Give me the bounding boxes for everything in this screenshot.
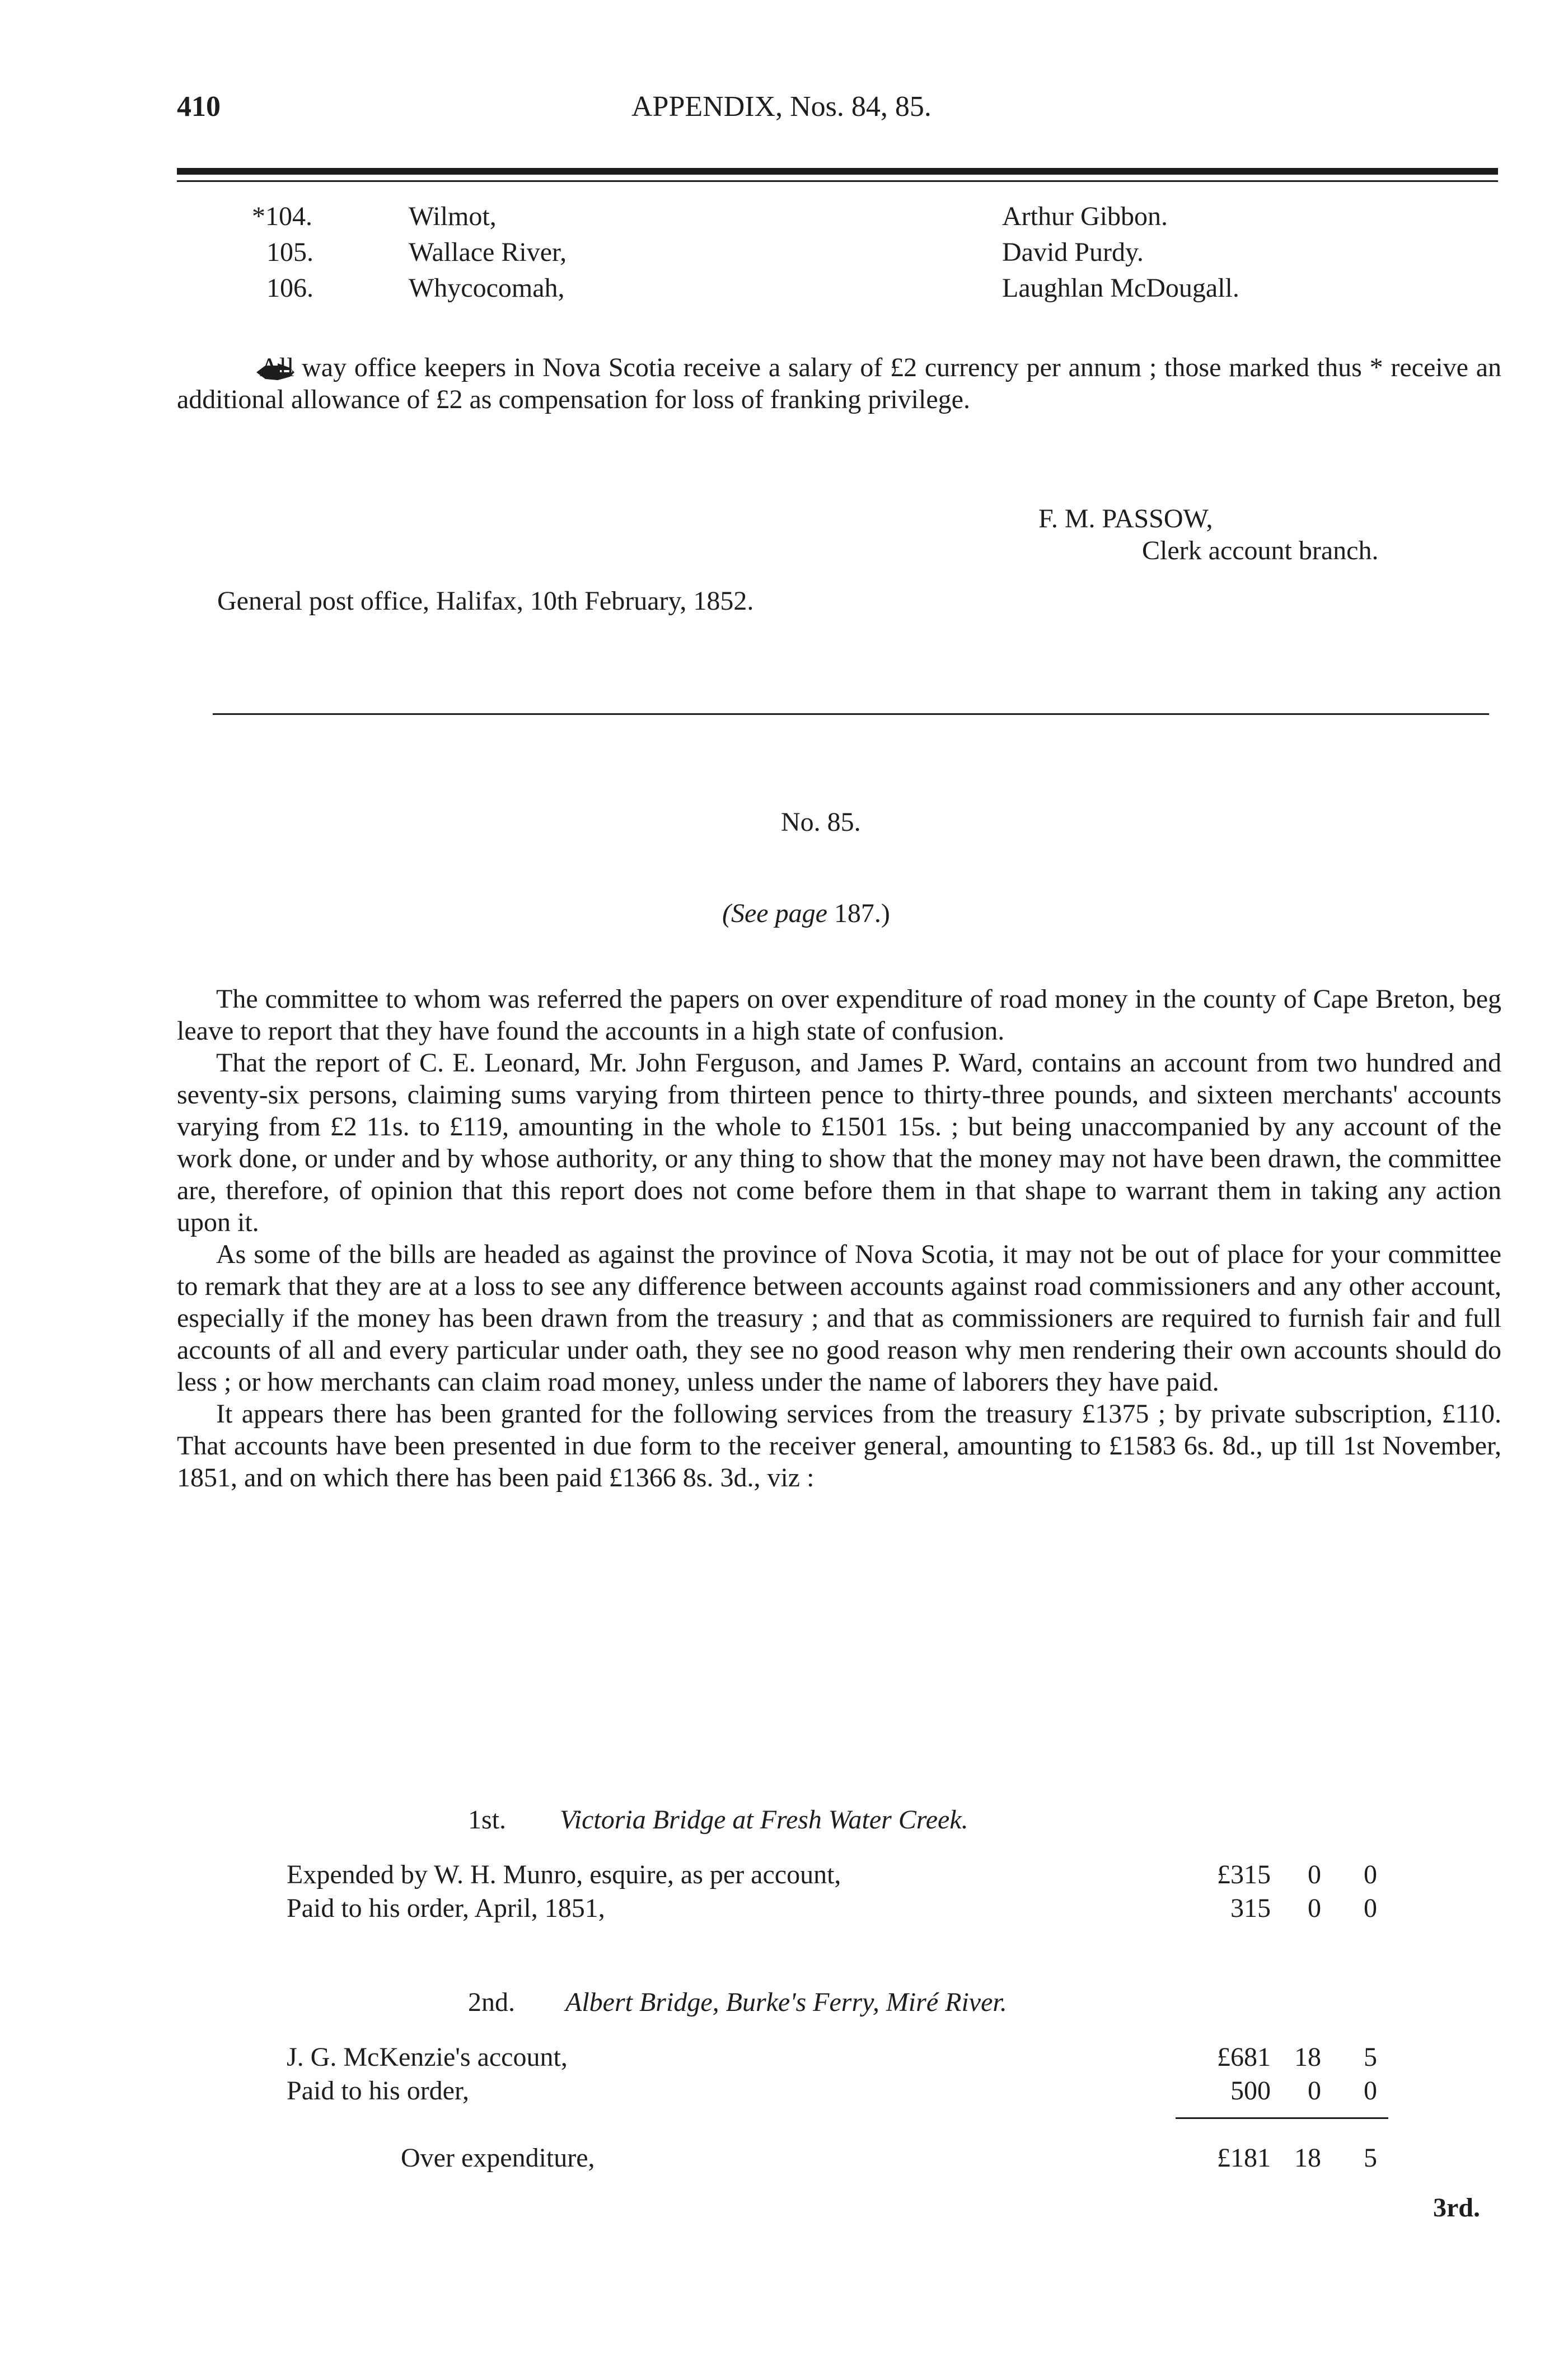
- amount-pounds: £181: [1217, 2143, 1271, 2173]
- amount-pence: 0: [1364, 1893, 1377, 1923]
- running-title: APPENDIX, Nos. 84, 85.: [631, 91, 932, 123]
- amount-shillings: 18: [1294, 2042, 1321, 2072]
- pointing-hand-icon: [216, 359, 256, 381]
- amount-pounds: 315: [1230, 1893, 1271, 1923]
- amount-pence: 0: [1364, 2076, 1377, 2106]
- office-number: 106.: [266, 273, 313, 303]
- section-heading: No. 85.: [781, 807, 861, 837]
- account-line-label: Paid to his order,: [287, 2076, 470, 2106]
- amount-shillings: 0: [1308, 1893, 1321, 1923]
- amount-pence: 0: [1364, 1860, 1377, 1889]
- see-page-number: 187.): [834, 899, 890, 928]
- see-page-reference: [722, 897, 890, 930]
- office-number: 105.: [266, 237, 313, 267]
- account-line-label: Paid to his order, April, 1851,: [287, 1893, 605, 1923]
- account-title: Victoria Bridge at Fresh Water Creek.: [560, 1805, 968, 1835]
- amount-pence: 5: [1364, 2143, 1377, 2173]
- account-line-label: J. G. McKenzie's account,: [287, 2042, 568, 2072]
- account-ordinal: 1st.: [468, 1805, 507, 1835]
- office-place: Wallace River,: [409, 237, 567, 267]
- amount-shillings: 0: [1308, 2076, 1321, 2106]
- paragraph: That the report of C. E. Leonard, Mr. John Ferguson, and James P. Ward, contains an account from two hundred and seventy-six persons, claiming sums varying from thirteen pence to thirty-three pounds, and sixteen merchants' accounts varying from £2 11s. to £119, amounting in the whole to £1501 15s. ; but being unaccompanied by any account of the work done, or under and by whose authority, or any thing to show that the money may not have been drawn, the committee are, therefore, of opinion that this report does not come before them in that shape to warrant them in taking any action upon it.: [177, 1048, 1501, 1237]
- amount-pounds: 500: [1230, 2076, 1271, 2106]
- dateline: General post office, Halifax, 10th February, 1852.: [217, 586, 754, 616]
- amount-pounds: £315: [1217, 1860, 1271, 1889]
- see-page-prefix: (See page: [722, 899, 827, 928]
- note-text: All way office keepers in Nova Scotia receive a salary of £2 currency per annum ; those marked thus * receive an additional allowance of £2 as compensation for loss of franking privilege.: [177, 353, 1501, 414]
- paragraph: As some of the bills are headed as against the province of Nova Scotia, it may not be out of place for your committee to remark that they are at a loss to see any difference between accounts against road commissioners and any other account, especially if the money has been drawn from the treasury ; and that as commissioners are required to furnish fair and full accounts of all and every particular under oath, they see no good reason why men rendering their own accounts should do less ; or how merchants can claim road money, unless under the name of laborers they have paid.: [177, 1239, 1501, 1397]
- header-rule-thin: [177, 180, 1498, 182]
- paragraph: It appears there has been granted for the following services from the treasury £1375 ; by private subscription, £110. That accounts have been presented in due form to the receiver general, amounting to £1583 6s. 8d., up till 1st November, 1851, and on which there has been paid £1366 8s. 3d., viz :: [177, 1399, 1501, 1493]
- office-keeper: Arthur Gibbon.: [1002, 202, 1168, 231]
- way-office-note: [177, 352, 1501, 415]
- amount-pounds: £681: [1217, 2042, 1271, 2072]
- amount-shillings: 0: [1308, 1860, 1321, 1889]
- catchword: 3rd.: [1433, 2193, 1480, 2223]
- sum-rule: [1176, 2117, 1388, 2119]
- account-ordinal: 2nd.: [468, 1987, 515, 2017]
- header-rule: [177, 168, 1498, 175]
- office-place: Wilmot,: [409, 202, 497, 231]
- office-number: *104.: [252, 202, 312, 231]
- account-line-label: Expended by W. H. Munro, esquire, as per account,: [287, 1860, 841, 1889]
- amount-pence: 5: [1364, 2042, 1377, 2072]
- account-title: Albert Bridge, Burke's Ferry, Miré River.: [565, 1987, 1007, 2017]
- report-body: [177, 983, 1501, 1494]
- signature-title: Clerk account branch.: [1142, 536, 1379, 565]
- paragraph: The committee to whom was referred the papers on over expenditure of road money in the county of Cape Breton, beg leave to report that they have found the accounts in a high state of confusion.: [177, 984, 1501, 1046]
- office-keeper: David Purdy.: [1002, 237, 1144, 267]
- amount-shillings: 18: [1294, 2143, 1321, 2173]
- signature-name: F. M. PASSOW,: [1038, 504, 1213, 534]
- total-label: Over expenditure,: [401, 2143, 595, 2173]
- office-place: Whycocomah,: [409, 273, 565, 303]
- section-divider: [213, 713, 1489, 715]
- office-keeper: Laughlan McDougall.: [1002, 273, 1239, 303]
- page-number: 410: [177, 91, 221, 123]
